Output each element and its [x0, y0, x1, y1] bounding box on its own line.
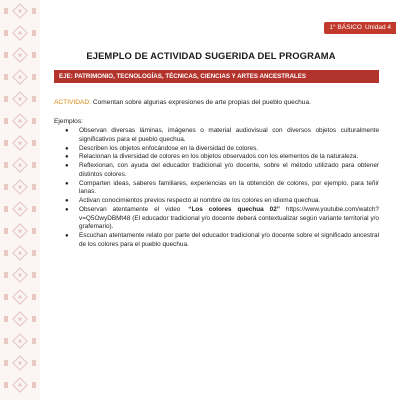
pattern-motif	[4, 136, 36, 150]
bullet-icon: ●	[65, 206, 69, 213]
unit-label: Unidad 4	[364, 24, 391, 31]
bullet-icon: ●	[65, 128, 69, 134]
pattern-motif	[4, 180, 36, 194]
bullet-icon: ●	[65, 145, 69, 152]
list-item-text: Activan conocimientos previos respecto al nombre de los colores en idioma quechua.	[79, 197, 321, 204]
activity-label: ACTIVIDAD:	[54, 99, 92, 106]
list-item-text: Reflexionan, con ayuda del educador tradicional y/o docente, sobre el método utilizado para obtener distintos colores.	[79, 162, 379, 178]
examples-heading: Ejemplos:	[54, 118, 83, 125]
course-unit-badge	[324, 22, 396, 34]
bullet-icon: ●	[65, 154, 69, 161]
list-item	[54, 127, 379, 145]
bullet-icon: ●	[65, 198, 69, 204]
list-item-text: Relacionan la diversidad de colores en los objetos observados con los elementos de la naturaleza.	[79, 153, 359, 161]
decorative-pattern-band	[0, 0, 40, 400]
pattern-motif	[4, 158, 36, 172]
pattern-motif	[4, 334, 36, 348]
pattern-motif	[4, 202, 36, 216]
list-item	[54, 180, 379, 198]
andean-pattern-graphic	[0, 0, 40, 400]
pattern-motif	[4, 48, 36, 62]
activity-paragraph	[54, 98, 379, 107]
video-title: “Los colores quechua 02”	[188, 205, 280, 213]
pattern-motif	[4, 114, 36, 128]
bullet-icon: ●	[65, 163, 69, 169]
list-item-text: Comparten ideas, saberes familiares, experiencias en la obtención de colores, por ejemplo, para teñir lanas.	[79, 179, 379, 196]
examples-list	[54, 127, 379, 250]
list-item	[54, 162, 379, 180]
list-item	[54, 232, 379, 250]
list-item-text: Escuchan atentamente relato por parte del educador tradicional y/o docente sobre el significado ancestral de los colores para el pueblo quechua.	[79, 232, 379, 248]
pattern-motif	[4, 356, 36, 370]
pattern-motif	[4, 4, 36, 18]
list-item-text: Observan diversas láminas, imágenes o material audiovisual con diversos objetos culturalmente significativos para el pueblo quechua.	[79, 127, 379, 143]
pattern-motif	[4, 246, 36, 260]
activity-text: Comentan sobre algunas expresiones de arte propias del pueblo quechua.	[92, 99, 311, 106]
list-item	[54, 145, 379, 154]
pattern-motif	[4, 378, 36, 392]
list-item	[54, 206, 379, 232]
pattern-motif	[4, 70, 36, 84]
video-link-text[interactable]: https://www.youtube.com/watch?v=Q5OwyDBMt48 (El educador tradicional y/o docente deberá contextualizar según variante territorial y/o grafemario).	[79, 205, 379, 231]
pattern-motif	[4, 290, 36, 304]
bullet-icon: ●	[65, 180, 69, 187]
list-item-text: Describen los objetos enfocándose en la diversidad de colores.	[79, 144, 259, 152]
pattern-motif	[4, 26, 36, 40]
document-title: EJEMPLO DE ACTIVIDAD SUGERIDA DEL PROGRAMA	[86, 50, 336, 61]
pattern-motif	[4, 92, 36, 106]
axis-header-bar: EJE: PATRIMONIO, TECNOLOGÍAS, TÉCNICAS, CIENCIAS Y ARTES ANCESTRALES	[54, 70, 379, 83]
course-label: 1° BÁSICO	[329, 24, 362, 31]
pattern-motif	[4, 268, 36, 282]
list-item	[54, 197, 379, 206]
pattern-motif	[4, 312, 36, 326]
bullet-icon: ●	[65, 233, 69, 239]
pattern-motif	[4, 224, 36, 238]
list-item	[54, 153, 379, 162]
list-item-text: Observan atentamente el video	[79, 205, 181, 213]
